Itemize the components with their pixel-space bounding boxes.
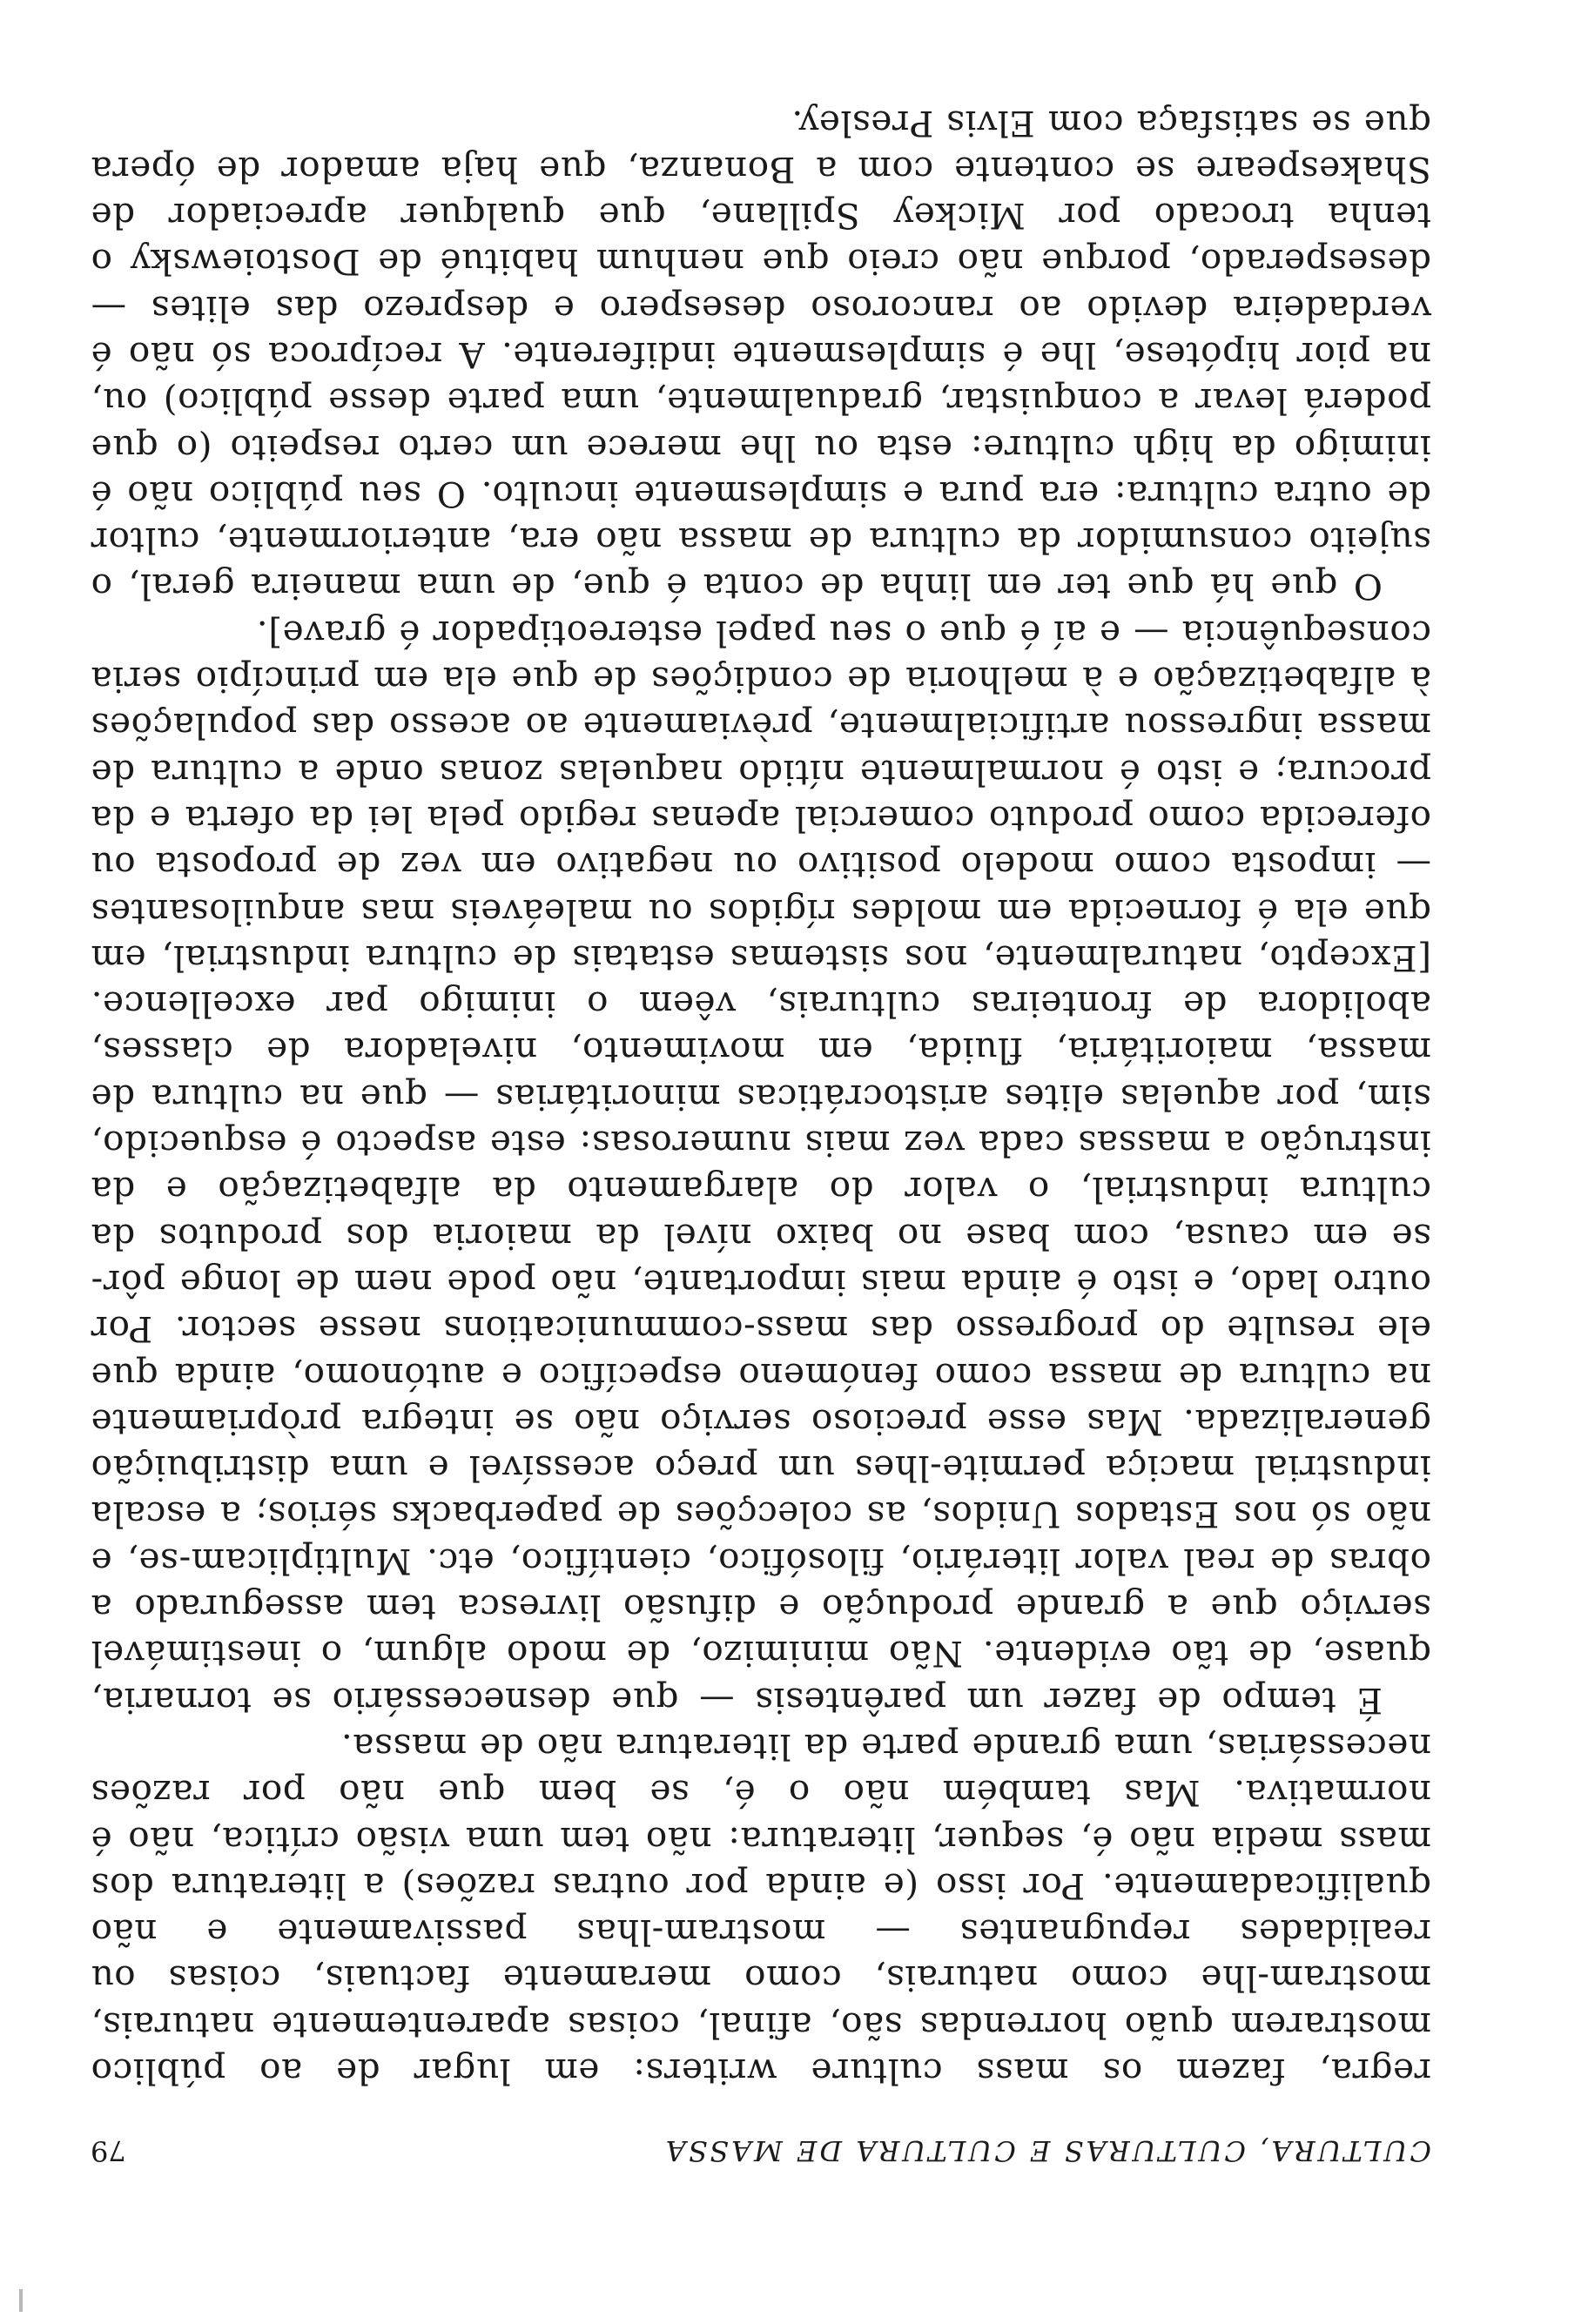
page-content <box>91 99 1431 2167</box>
scan-edge-mark <box>19 2289 23 2312</box>
running-title: CULTURA, CULTURAS E CULTURA DE MASSA <box>663 2134 1431 2167</box>
paragraph: regra, fazem os mass culture writers: em lugar de ao público mostrarem quão horrendas são, afinal, coisas aparentemente naturais, mostram-lhe como naturais, como meramente factuais, coisas ou realidades repugnantes — mostram-lhas passivamente e não qualificadamente. Por isso (e ainda por outras razões) a literatura dos mass media não é, sequer, literatura: não tem uma visão crítica, não é normativa. Mas também não o é, se bem que não por razões necessárias, uma grande parte da literatura não de massa. <box>91 1725 1431 2092</box>
page-number: 79 <box>91 2134 126 2167</box>
running-head <box>91 2134 1431 2167</box>
paragraph: O que há que ter em linha de conta é que, de uma maneira geral, o sujeito consumidor da cultura de massa não era, anteriormente, cultor de outra cultura: era pura e simplesmente inculto. O seu público não é inimigo da high culture: esta ou lhe merece um certo respeito (o que poderá levar a conquistar, gradualmente, uma parte desse público) ou, na pior hipótese, lhe é simplesmente indiferente. A recíproca só não é verdadeira devido ao rancoroso desespero e desprezo das elites — desesperado, porque não creio que nenhum habitué de Dostoiewsky o tenha trocado por Mickey Spillane, que qualquer apreciador de Shakespeare se contente com a Bonanza, que haja amador de ópera que se satisfaça com Elvis Presley. <box>91 102 1431 608</box>
paragraph: É tempo de fazer um parêntesis — que desnecessário se tornaria, quase, de tão evidente. Não minimizo, de modo algum, o inestimável serviço que a grande produção e difusão livresca tem assegurado a obras de real valor literário, filosófico, científico, etc. Multiplicam-se, e não só nos Estados Unidos, as colecções de paperbacks sérios; a escala industrial maciça permite-lhes um preço acessível e uma distribuição generalizada. Mas esse precioso serviço não se integra pròpriamente na cultura de massa como fenómeno específico e autónomo, ainda que ele resulte do progresso das mass-communications nesse sector. Por outro lado, e isto é ainda mais importante, não pode nem de longe pôr-se em causa, com base no baixo nível da maioria dos produtos da cultura industrial, o valor do alargamento da alfabetização e da instrução a massas cada vez mais numerosas: este aspecto é esquecido, sim, por aquelas elites aristocráticas minoritárias — que na cultura de massa, maioritária, fluida, em movimento, niveladora de classes, abolidora de fronteiras culturais, vêem o inimigo par excellence. [Excepto, naturalmente, nos sistemas estatais de cultura industrial, em que ela é fornecida em moldes rígidos ou maleáveis mas anquilosantes — imposta como modelo positivo ou negativo em vez de proposta ou oferecida como produto comercial apenas regido pela lei da oferta e da procura; e isto é normalmente nítido naquelas zonas onde a cultura de massa ingressou artificialmente, prèviamente ao acesso das populações à alfabetização e à melhoria de condições de que ela em princípio seria consequência — e aí é que o seu papel estereotipador é grave]. <box>91 612 1431 1722</box>
